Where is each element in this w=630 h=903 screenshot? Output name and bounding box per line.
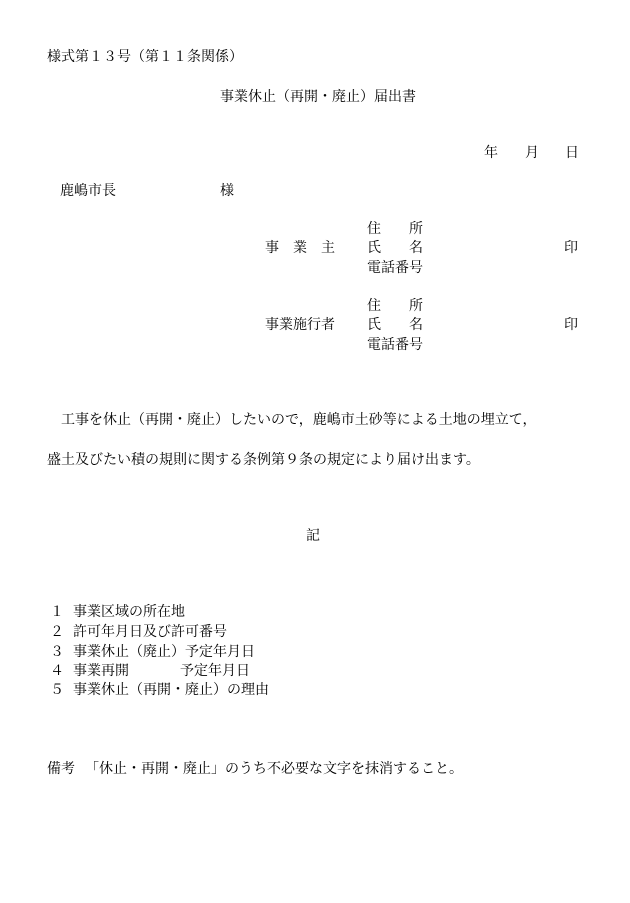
addressee-name: 鹿嶋市長	[60, 183, 116, 199]
item-suffix: 予定年月日	[180, 663, 250, 679]
party-role: 事業施行者	[265, 317, 335, 333]
date-year-label: 年	[484, 145, 498, 161]
item-number: ２	[50, 624, 64, 640]
form-number: 様式第１３号（第１１条関係）	[47, 49, 243, 65]
name-label: 氏 名	[367, 240, 423, 256]
phone-label: 電話番号	[367, 260, 423, 276]
seal-mark: 印	[564, 240, 578, 256]
item-number: ４	[50, 663, 64, 679]
note-label: 備考	[47, 761, 75, 777]
item-text: 事業休止（廃止）予定年月日	[73, 644, 255, 660]
body-line: 盛土及びたい積の規則に関する条例第９条の規定により届け出ます。	[47, 452, 480, 468]
address-label: 住 所	[367, 298, 423, 314]
addressee-honorific: 様	[220, 183, 234, 199]
name-label: 氏 名	[367, 317, 423, 333]
body-line: 工事を休止（再開・廃止）したいので，鹿嶋市土砂等による土地の埋立て，	[47, 412, 537, 428]
date-month-label: 月	[525, 145, 539, 161]
date-day-label: 日	[565, 145, 579, 161]
note-text: 「休止・再開・廃止」のうち不必要な文字を抹消すること。	[85, 761, 463, 777]
seal-mark: 印	[564, 317, 578, 333]
item-text: 事業休止（再開・廃止）の理由	[73, 682, 269, 698]
party-role: 事 業 主	[265, 240, 335, 256]
ki-heading: 記	[306, 528, 320, 544]
item-text: 許可年月日及び許可番号	[73, 624, 227, 640]
phone-label: 電話番号	[367, 337, 423, 353]
item-number: １	[50, 604, 64, 620]
document-title: 事業休止（再開・廃止）届出書	[220, 89, 416, 105]
address-label: 住 所	[367, 221, 423, 237]
item-number: ５	[50, 682, 64, 698]
item-text: 事業区域の所在地	[73, 604, 185, 620]
item-text: 事業再開	[73, 663, 129, 679]
item-number: ３	[50, 644, 64, 660]
